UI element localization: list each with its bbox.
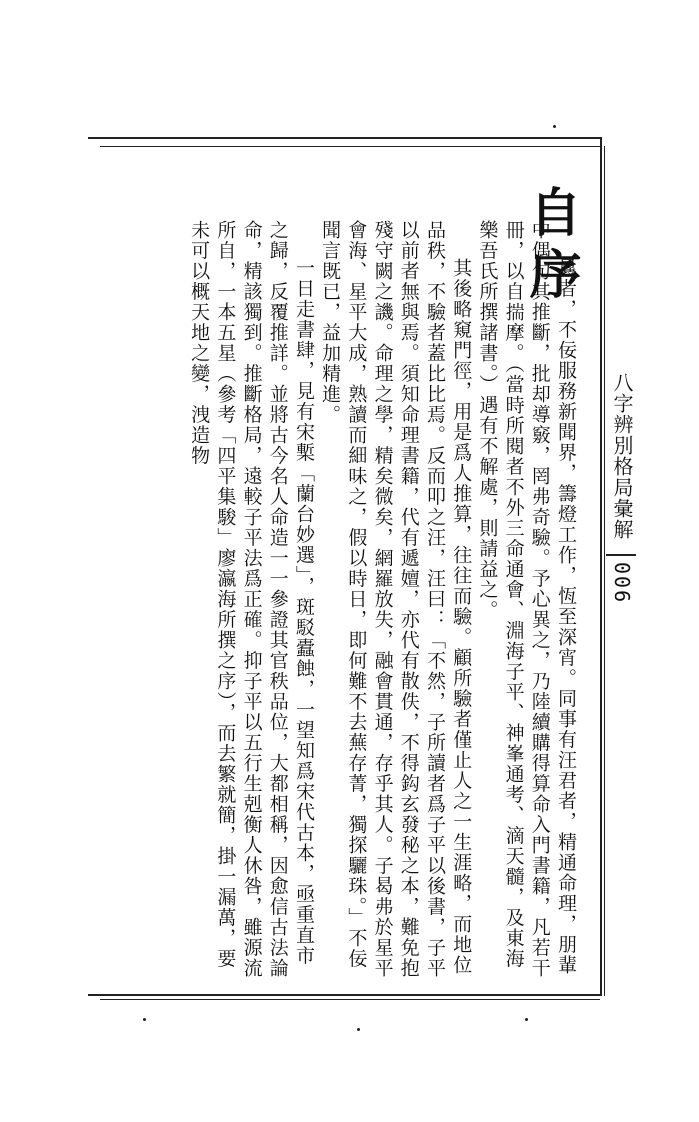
paragraph-2: 其後略窺門徑，用是爲人推算，往往而驗。顧所驗者僅止人之一生涯略，而地位品秩，不驗者蓋比比焉。反而叩之汪，汪曰：「不然，子所讀者爲子平以後書，子平以前者無與焉。須知命理書籍，代有遞嬗，亦代有散佚，不得鈎玄發秘之本，難免抱殘守闕之譏。命理之學，精矣微矣，網羅放失，融會貫通，存乎其人。子曷弗於星平會海、星平大成，熟讀而細味之，假以時日，即何難不去蕪存菁，獨探驪珠。」不佞聞言既已，益加精進。 xyxy=(319,220,473,979)
book-title: 八字辨別格局彙解 xyxy=(610,372,634,540)
scan-speck xyxy=(143,1018,146,1021)
top-border-line xyxy=(88,137,600,139)
scan-speck xyxy=(357,1028,360,1031)
bottom-border-line xyxy=(88,994,600,996)
paragraph-3: 一日走書肆，見有宋槧「蘭台妙選」，斑駁蠹蝕，一望知爲宋代古本，亟重直市之歸，反覆推詳。並將古今名人命造一一參證其官秩品位，大都相稱，因愈信古法論命，精該獨到。推斷格局，遠較子平法爲正確。抑子平以五行生剋衡人休咎，雖源流所自，一本五星（參考「四平集駿」廖瀛海所撰之序），而去繁就簡，掛一漏萬，要未可以概天地之變，洩造物 xyxy=(188,220,315,979)
top-border-inner-line xyxy=(100,146,600,147)
page-number: 006 xyxy=(610,562,634,605)
scan-speck xyxy=(553,125,556,128)
body-text xyxy=(139,220,579,980)
right-border-line xyxy=(600,137,602,996)
bottom-border-inner-line xyxy=(100,999,600,1000)
scan-speck xyxy=(525,1018,528,1021)
right-border-inner-line xyxy=(604,146,605,996)
paragraph-1: 曩者，不佞服務新聞界，籌燈工作，恆至深宵。同事有汪君者，精通命理，朋輩中偶句其推斷，批却導竅，罔弗奇驗。予心異之，乃陸續購得算命入門書籍，凡若干冊，以自揣摩。（當時所閱者不外三命通會、淵海子平、神峯通考、滴天髓，及東海樂吾氏所撰諸書。）遇有不解處，則請益之。 xyxy=(476,220,577,979)
running-header xyxy=(606,372,640,632)
header-divider xyxy=(606,554,636,556)
section-heading: 自序 xyxy=(520,185,581,309)
